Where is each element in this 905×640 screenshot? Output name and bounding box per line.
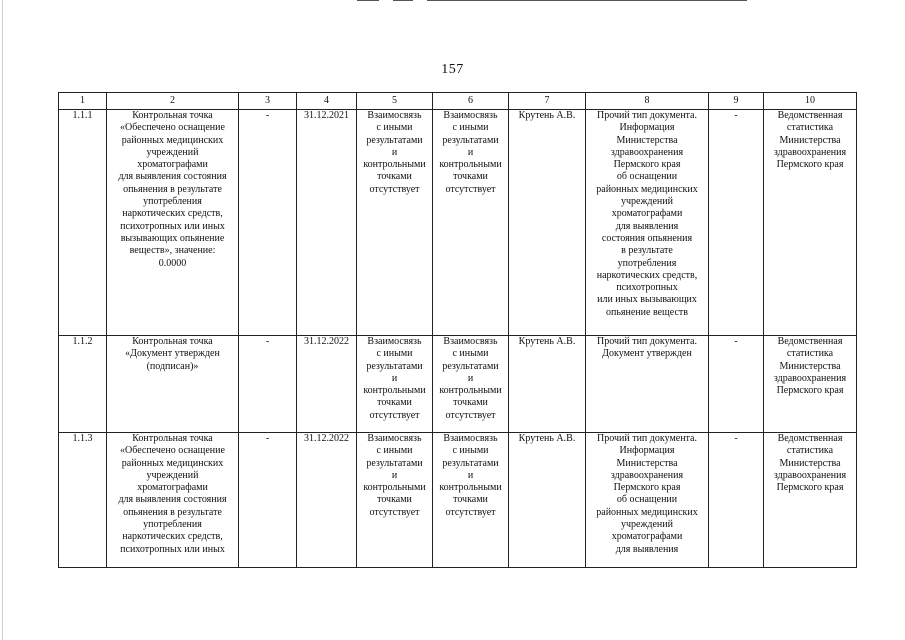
col-header-5: 5 [357,93,433,110]
top-rule-left [357,0,379,1]
row-number: 1.1.2 [59,336,107,433]
document-type: Прочий тип документа. Информация Министерства здравоохранения Пермского края об оснащении районных медицинских учреждений хроматографами для выявления [586,433,709,568]
responsible-person: Крутень А.В. [509,110,586,336]
col-header-7: 7 [509,93,586,110]
relation-next: Взаимосвязь с иными результатами и контрольными точками отсутствует [433,336,509,433]
document-type: Прочий тип документа. Информация Министерства здравоохранения Пермского края об оснащении районных медицинских учреждений хроматографами для выявления состояния опьянения в результате употребления наркотических средств, психотропных или иных вызывающих опьянение веществ [586,110,709,336]
col-header-10: 10 [764,93,857,110]
document-type: Прочий тип документа. Документ утвержден [586,336,709,433]
responsible-person: Крутень А.В. [509,336,586,433]
relation-previous: Взаимосвязь с иными результатами и контрольными точками отсутствует [357,110,433,336]
table-row [59,433,857,568]
checkpoint-name: Контрольная точка «Обеспечено оснащение районных медицинских учреждений хроматографами для выявления состояния опьянения в результате употребления наркотических средств, психотропных или иных вызывающих опьянение веществ», значение: 0.0000 [107,110,239,336]
col-header-8: 8 [586,93,709,110]
relation-previous: Взаимосвязь с иными результатами и контрольными точками отсутствует [357,433,433,568]
relation-previous: Взаимосвязь с иными результатами и контрольными точками отсутствует [357,336,433,433]
top-rule-right [427,0,747,1]
info-source: Ведомственная статистика Министерства здравоохранения Пермского края [764,110,857,336]
col9-value: - [709,110,764,336]
col-header-6: 6 [433,93,509,110]
info-source: Ведомственная статистика Министерства здравоохранения Пермского края [764,336,857,433]
col3-value: - [239,336,297,433]
header-row [59,93,857,110]
due-date: 31.12.2021 [297,110,357,336]
schedule-table [58,92,857,568]
col-header-1: 1 [59,93,107,110]
col9-value: - [709,433,764,568]
info-source: Ведомственная статистика Министерства здравоохранения Пермского края [764,433,857,568]
col-header-9: 9 [709,93,764,110]
due-date: 31.12.2022 [297,336,357,433]
top-rule-mid [393,0,413,1]
col9-value: - [709,336,764,433]
col-header-3: 3 [239,93,297,110]
relation-next: Взаимосвязь с иными результатами и контрольными точками отсутствует [433,110,509,336]
page-number: 157 [441,62,464,77]
checkpoint-name: Контрольная точка «Документ утвержден (подписан)» [107,336,239,433]
scan-edge [2,0,3,640]
due-date: 31.12.2022 [297,433,357,568]
relation-next: Взаимосвязь с иными результатами и контрольными точками отсутствует [433,433,509,568]
col-header-4: 4 [297,93,357,110]
row-number: 1.1.1 [59,110,107,336]
col3-value: - [239,433,297,568]
table-row [59,110,857,336]
col3-value: - [239,110,297,336]
responsible-person: Крутень А.В. [509,433,586,568]
col-header-2: 2 [107,93,239,110]
checkpoint-name: Контрольная точка «Обеспечено оснащение районных медицинских учреждений хроматографами для выявления состояния опьянения в результате употребления наркотических средств, психотропных или иных [107,433,239,568]
row-number: 1.1.3 [59,433,107,568]
table-row [59,336,857,433]
